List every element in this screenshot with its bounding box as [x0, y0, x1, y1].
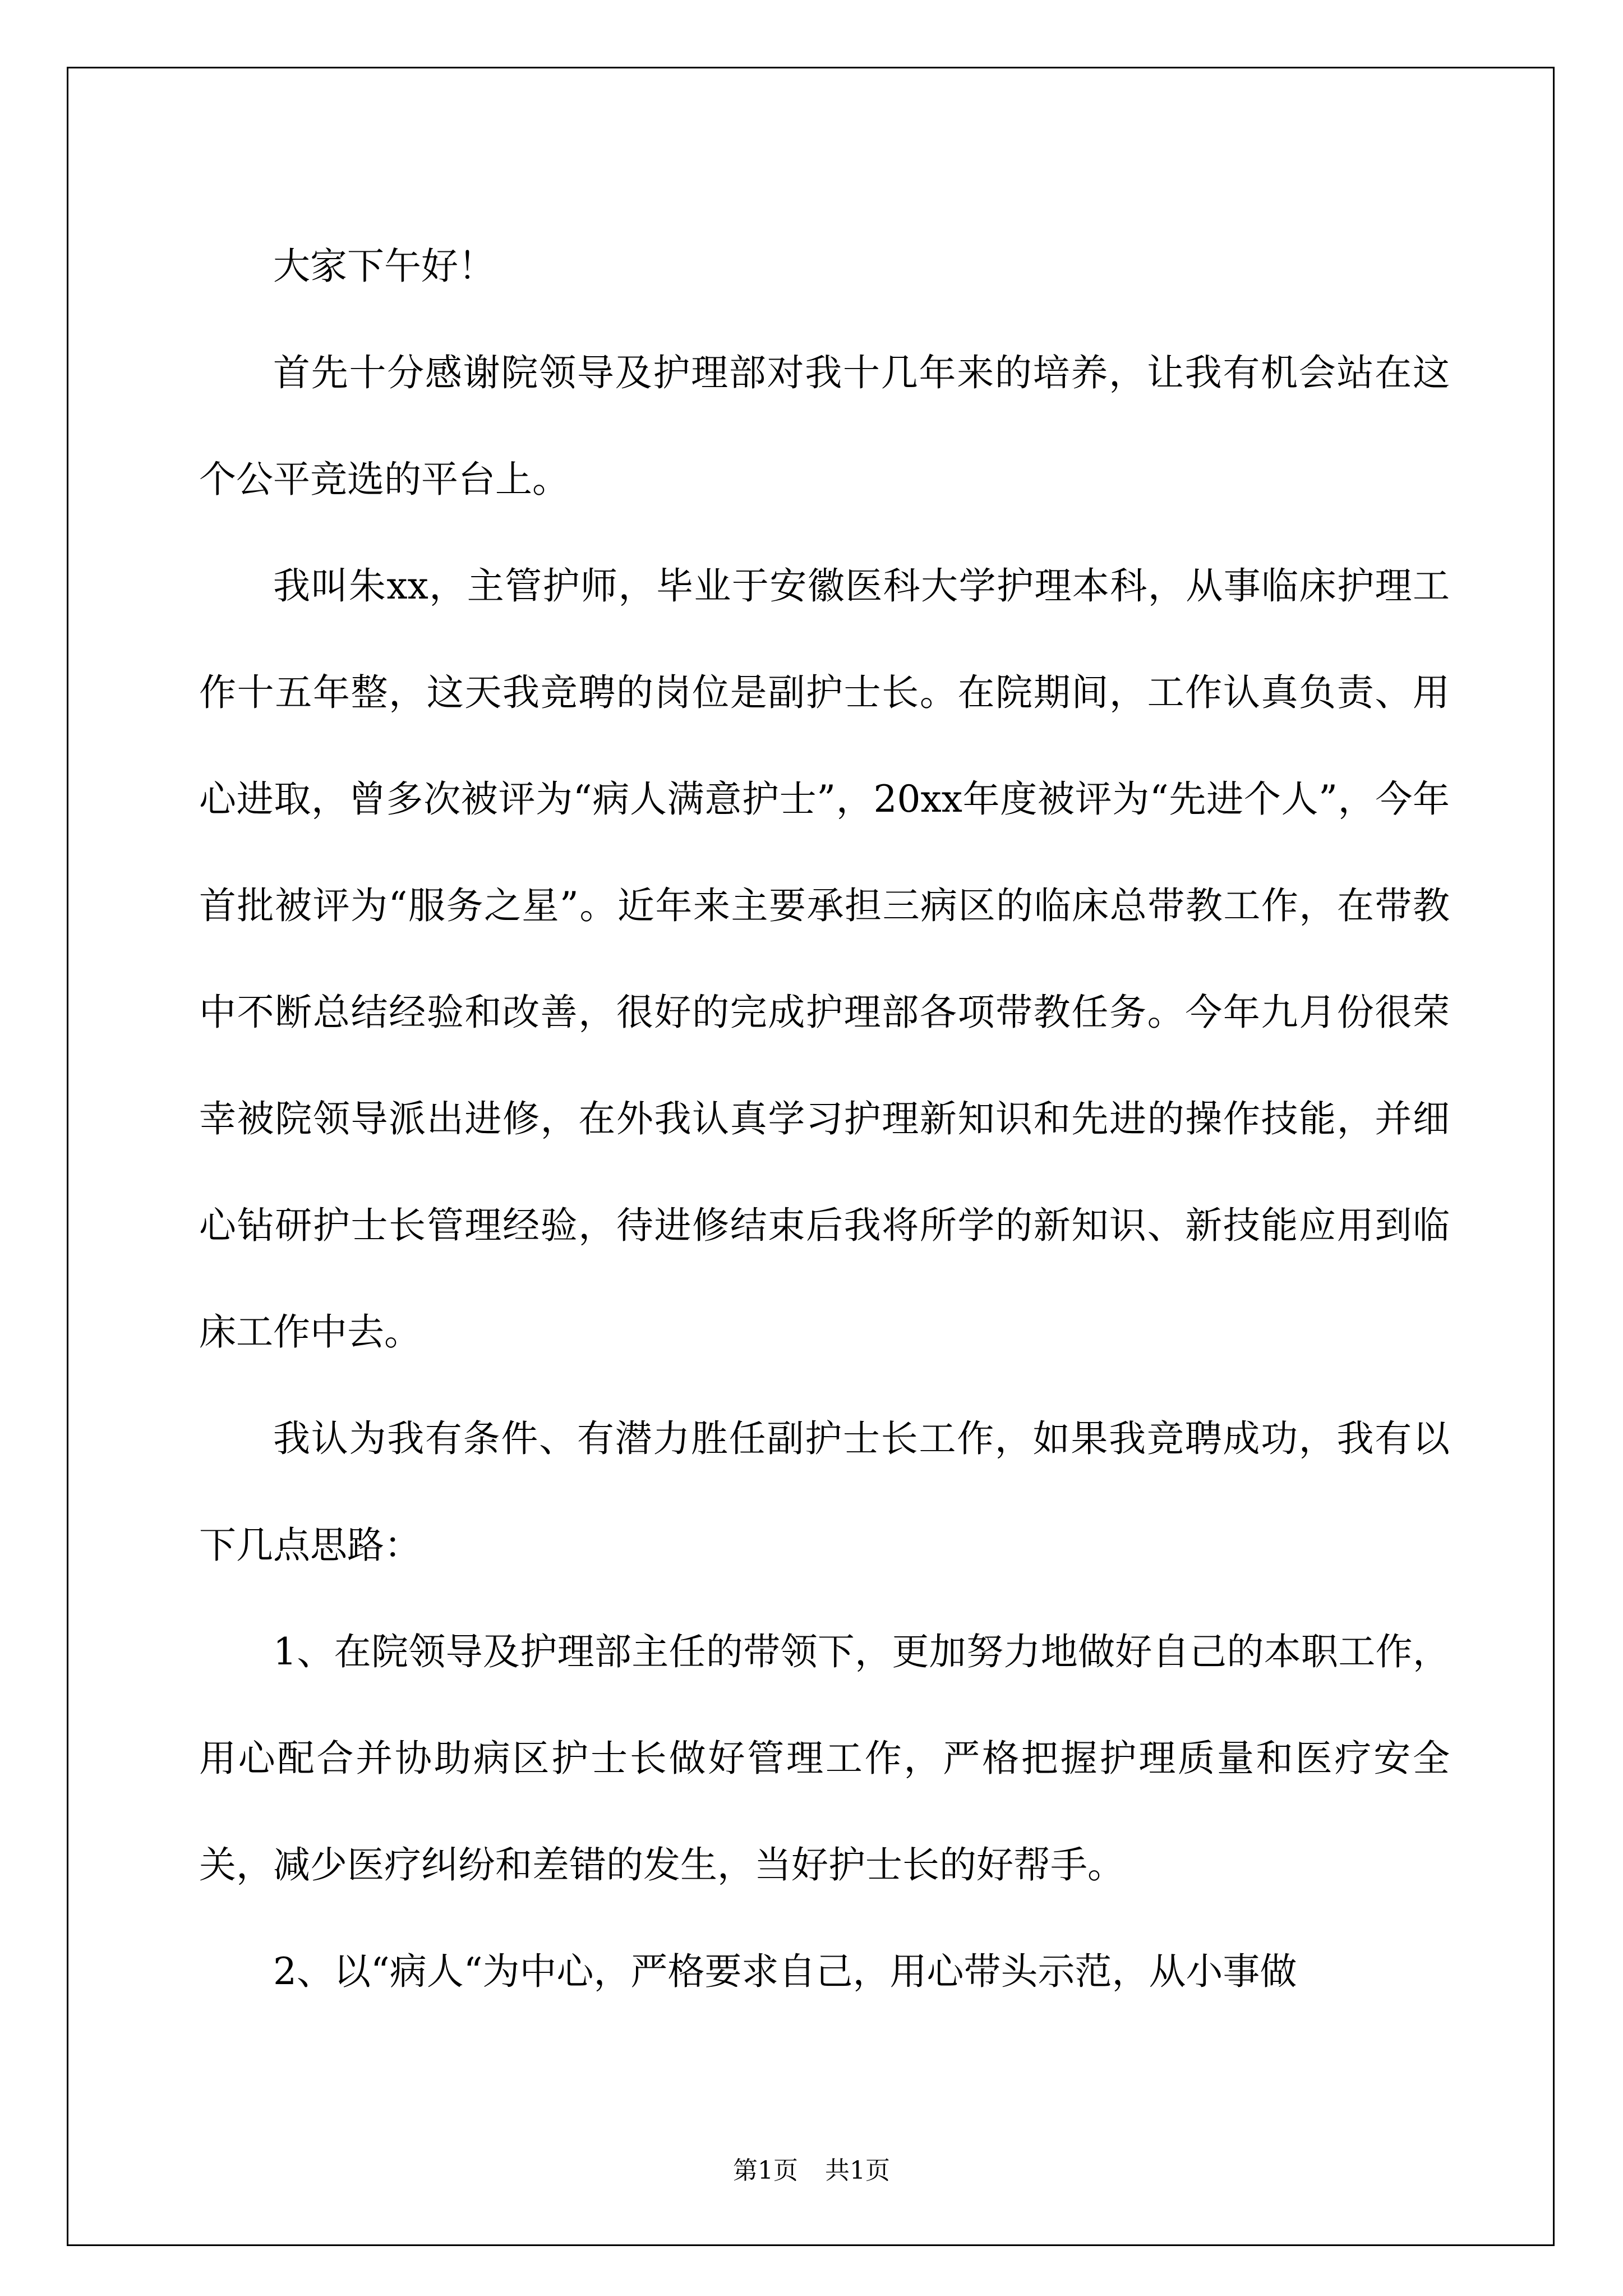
paragraph-thanks: 首先十分感谢院领导及护理部对我十几年来的培养，让我有机会站在这个公平竞选的平台上。: [199, 351, 1450, 501]
paragraph-qualification: 我认为我有条件、有潜力胜任副护士长工作，如果我竞聘成功，我有以下几点思路：: [199, 1417, 1450, 1567]
document-body: [199, 213, 1450, 2025]
paragraph-plan-1: 1、在院领导及护理部主任的带领下，更加努力地做好自己的本职工作，用心配合并协助病区护士长做好管理工作，严格把握护理质量和医疗安全关，减少医疗纠纷和差错的发生，当好护士长的好帮手。: [199, 1630, 1450, 1887]
paragraph-greeting: 大家下午好！: [273, 245, 495, 288]
page-footer: [0, 2154, 1623, 2188]
paragraph-plan-2: 2、以“病人“为中心，严格要求自己，用心带头示范，从小事做: [273, 1950, 1297, 1993]
page-number-total: 共1页: [825, 2156, 890, 2185]
page-number-current: 第1页: [733, 2156, 798, 2185]
paragraph-introduction: 我叫朱xx，主管护师，毕业于安徽医科大学护理本科，从事临床护理工作十五年整，这天我竞聘的岗位是副护士长。在院期间，工作认真负责、用心进取，曾多次被评为“病人满意护士”，20xx年度被评为“先进个人”，今年首批被评为“服务之星”。近年来主要承担三病区的临床总带教工作，在带教中不断总结经验和改善，很好的完成护理部各项带教任务。今年九月份很荣幸被院领导派出进修，在外我认真学习护理新知识和先进的操作技能，并细心钻研护士长管理经验，待进修结束后我将所学的新知识、新技能应用到临床工作中去。: [199, 564, 1450, 1354]
